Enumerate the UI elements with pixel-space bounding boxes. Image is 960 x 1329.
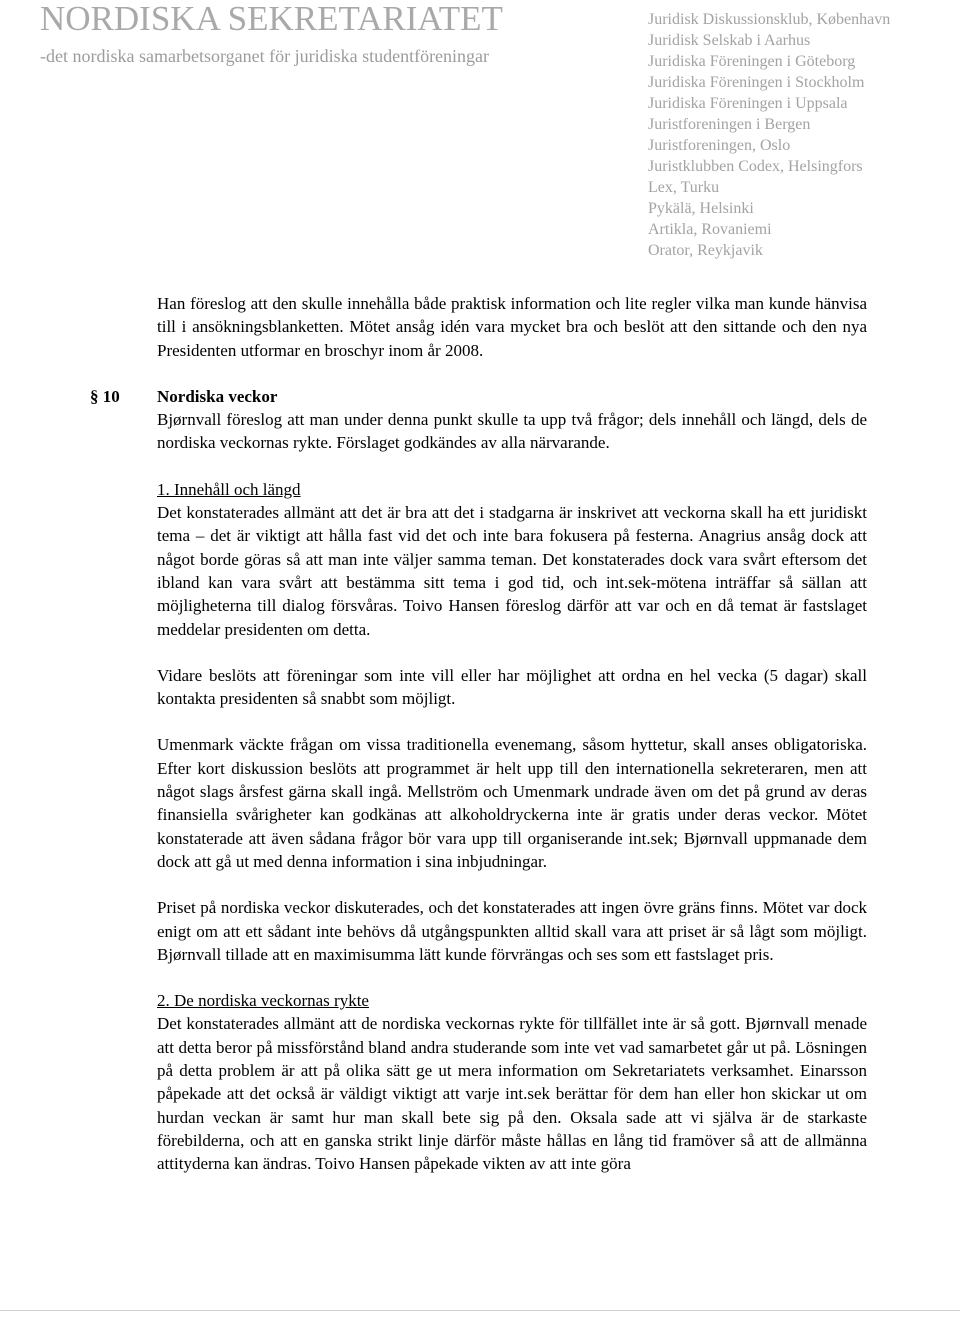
paragraph-price: Priset på nordiska veckor diskuterades, och det konstaterades att ingen övre gräns finns. Mötet var dock enigt om att ett sådant inte behövs då utgångspunkten alltid skall vara att priset är så lågt som möjligt. Bjørnvall tillade att en maximisumma lätt kunde förvrängas och ses som ett fastslaget pris. bbox=[157, 898, 867, 964]
organization-subtitle: -det nordiska samarbetsorganet för juridiska studentföreningar bbox=[40, 46, 490, 66]
paragraph-reputation: Det konstaterades allmänt att de nordiska veckornas rykte för tillfället inte är så gott. Bjørnvall menade att detta beror på missförstånd bland andra studerande som inte vet vad samarbetet går ut på. Lösningen på detta problem är att på olika sätt ge ut mera information om Sekretariatets verksamhet. Einarsson påpekade att det också är väldigt viktigt att varje int.sek berättar för dem han eller hon skickar ut om hurdan veckan är samt hur man skall bete sig på den. Oksala sade att vi själva är de starkaste förebilderna, och att en ganska strikt linje därför måste hållas en lång tid framöver så att de allmänna attityderna kan ändras. Toivo Hansen påpekade vikten av att inte göra bbox=[157, 1014, 867, 1174]
club-item: Juridiska Föreningen i Stockholm bbox=[648, 74, 865, 91]
paragraph-traditional-events: Umenmark väckte frågan om vissa traditionella evenemang, såsom hyttetur, skall anses obligatoriska. Efter kort diskussion beslöts att programmet är helt upp till den internationella sekreteraren, men att något slags årsfest gärna skall ingå. Mellström och Umenmark undrade även om det på grund av deras finansiella svårigheter kan godkänas att alkoholdryckerna inte är gratis under deras veckor. Mötet konstaterade att även sådana frågor bör vara upp till organiserande int.sek; Bjørnvall uppmanade dem dock att gå ut med denna information i sina inbjudningar. bbox=[157, 735, 867, 871]
member-clubs-list bbox=[648, 9, 948, 261]
club-item: Juristforeningen, Oslo bbox=[648, 137, 791, 154]
club-item: Juridiska Föreningen i Göteborg bbox=[648, 53, 856, 70]
footer-divider bbox=[0, 1310, 960, 1311]
section-heading bbox=[90, 385, 867, 408]
subsection-title-2: 2. De nordiska veckornas rykte bbox=[157, 991, 369, 1011]
paragraph-section-intro: Bjørnvall föreslog att man under denna punkt skulle ta upp två frågor; dels innehåll och längd, dels de nordiska veckornas rykte. Förslaget godkändes av alla närvarande. bbox=[157, 410, 867, 453]
club-item: Artikla, Rovaniemi bbox=[648, 221, 772, 238]
subsection-title-1: 1. Innehåll och längd bbox=[157, 479, 301, 499]
club-item: Juridisk Selskab i Aarhus bbox=[648, 32, 811, 49]
section-number: § 10 bbox=[90, 386, 120, 406]
section-title: Nordiska veckor bbox=[157, 386, 278, 406]
club-item: Juridiska Föreningen i Uppsala bbox=[648, 95, 848, 112]
paragraph-short-week: Vidare beslöts att föreningar som inte vill eller har möjlighet att ordna en hel vecka (5 dagar) skall kontakta presidenten så snabbt som möjligt. bbox=[157, 665, 867, 709]
club-item: Orator, Reykjavik bbox=[648, 242, 763, 259]
club-item: Juristklubben Codex, Helsingfors bbox=[648, 158, 863, 175]
club-item: Lex, Turku bbox=[648, 179, 720, 196]
paragraph-intro: Han föreslog att den skulle innehålla både praktisk information och lite regler vilka man kunde hänvisa till i ansökningsblanketten. Mötet ansåg idén vara mycket bra och beslöt att den sittande och den nya Presidenten utformar en broschyr inom år 2008. bbox=[157, 294, 867, 360]
minutes-body bbox=[90, 292, 867, 1176]
club-item: Pykälä, Helsinki bbox=[648, 200, 754, 217]
club-item: Juristforeningen i Bergen bbox=[648, 116, 811, 133]
organization-name: NORDISKA SEKRETARIATET bbox=[40, 0, 503, 38]
paragraph-content-length: Det konstaterades allmänt att det är bra att det i stadgarna är inskrivet att veckorna skall ha ett juridiskt tema – det är viktigt att hålla fast vid det och inte bara fokusera på festerna. Anagrius ansåg dock att något borde göras så att man inte väljer samma teman. Det konstaterades dock vara svårt eftersom det ibland kan vara svårt att bestämma sitt tema i god tid, och int.sek-mötena inträffar så sällan att möjligheterna till dialog försvåras. Toivo Hansen föreslog därför att var och en då temat är fastslaget meddelar presidenten om detta. bbox=[157, 503, 867, 639]
club-item: Juridisk Diskussionsklub, København bbox=[648, 11, 891, 28]
